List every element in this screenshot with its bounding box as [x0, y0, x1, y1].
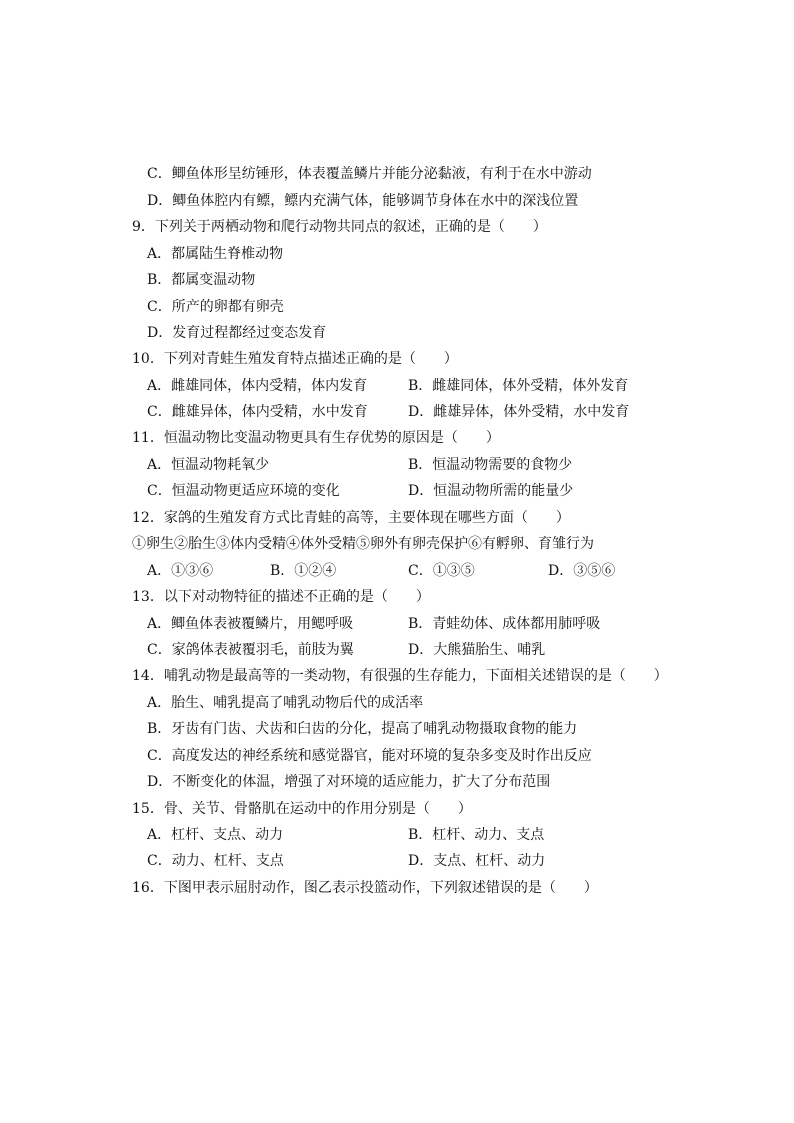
q9-option-a: A．都属陆生脊椎动物	[147, 246, 284, 262]
q14-option-c: C．高度发达的神经系统和感觉器官，能对环境的复杂多变及时作出反应	[147, 748, 592, 764]
q14-option-a: A．胎生、哺乳提高了哺乳动物后代的成活率	[147, 695, 424, 711]
q11-option-c: C．恒温动物更适应环境的变化	[147, 483, 340, 499]
q9-option-d: D．发育过程都经过变态发育	[147, 325, 327, 341]
q9-option-c: C．所产的卵都有卵壳	[147, 299, 284, 315]
q8-option-d: D．鲫鱼体腔内有鳔，鳔内充满气体，能够调节身体在水中的深浅位置	[147, 193, 579, 209]
q14-option-d: D．不断变化的体温，增强了对环境的适应能力，扩大了分布范围	[147, 774, 551, 790]
q8-option-c: C．鲫鱼体形呈纺锤形，体表覆盖鳞片并能分泌黏液，有利于在水中游动	[147, 166, 592, 182]
q15-option-c: C．动力、杠杆、支点	[147, 853, 284, 869]
q10-option-a: A．雌雄同体，体内受精，体内发育	[147, 378, 368, 394]
q13-option-a: A．鲫鱼体表被覆鳞片，用鳃呼吸	[147, 616, 354, 632]
q12-stem: 12．家鸽的生殖发育方式比青蛙的高等，主要体现在哪些方面（ ）	[132, 510, 570, 526]
q10-stem: 10．下列对青蛙生殖发育特点描述正确的是（ ）	[132, 351, 458, 367]
q14-option-b: B．牙齿有门齿、犬齿和臼齿的分化，提高了哺乳动物摄取食物的能力	[147, 721, 578, 737]
q13-stem: 13．以下对动物特征的描述不正确的是（ ）	[132, 589, 430, 605]
q12-option-a: A．①③⑥	[147, 563, 214, 579]
q9-option-b: B．都属变温动物	[147, 272, 256, 288]
q15-option-d: D．支点、杠杆、动力	[408, 853, 546, 869]
q13-option-d: D．大熊猫胎生、哺乳	[408, 642, 546, 658]
q10-option-b: B．雌雄同体，体外受精，体外发育	[408, 378, 629, 394]
q12-items: ①卵生②胎生③体内受精④体外受精⑤卵外有卵壳保护⑥有孵卵、育雏行为	[132, 536, 594, 552]
q10-option-d: D．雌雄异体，体外受精，水中发育	[408, 404, 630, 420]
q15-stem: 15．骨、关节、骨骼肌在运动中的作用分别是（ ）	[132, 801, 472, 817]
q9-stem: 9．下列关于两栖动物和爬行动物共同点的叙述，正确的是（ ）	[132, 219, 547, 235]
q16-stem: 16．下图甲表示屈肘动作，图乙表示投篮动作，下列叙述错误的是（ ）	[132, 880, 598, 896]
q11-option-a: A．恒温动物耗氧少	[147, 457, 270, 473]
q11-option-d: D．恒温动物所需的能量少	[408, 483, 574, 499]
q11-stem: 11．恒温动物比变温动物更具有生存优势的原因是（ ）	[132, 430, 500, 446]
q15-option-a: A．杠杆、支点、动力	[147, 827, 284, 843]
q14-stem: 14．哺乳动物是最高等的一类动物，有很强的生存能力，下面相关述错误的是（ ）	[132, 668, 668, 684]
q12-option-b: B．①②④	[270, 563, 337, 579]
q13-option-b: B．青蛙幼体、成体都用肺呼吸	[408, 616, 601, 632]
q11-option-b: B．恒温动物需要的食物少	[408, 457, 573, 473]
q12-option-c: C．①③⑤	[408, 563, 475, 579]
q12-option-d: D．③⑤⑥	[548, 563, 616, 579]
q10-option-c: C．雌雄异体，体内受精，水中发育	[147, 404, 368, 420]
q15-option-b: B．杠杆、动力、支点	[408, 827, 545, 843]
q13-option-c: C．家鸽体表被覆羽毛，前肢为翼	[147, 642, 354, 658]
